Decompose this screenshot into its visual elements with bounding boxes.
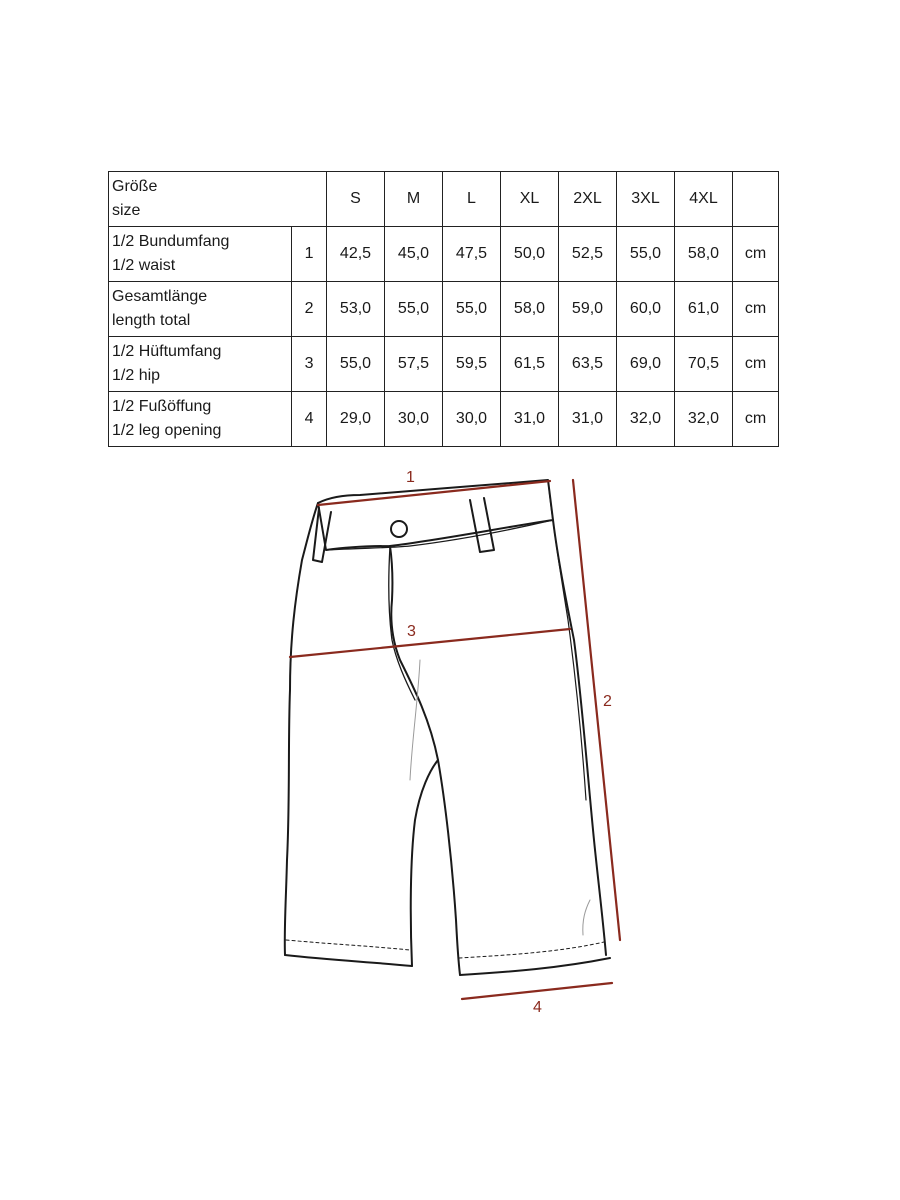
table-cell: 42,5 xyxy=(327,227,385,282)
right-outer-seam xyxy=(553,520,606,955)
table-cell: 45,0 xyxy=(385,227,443,282)
length-measure-label: 2 xyxy=(603,693,612,710)
row-number: 4 xyxy=(292,392,327,447)
fold-line xyxy=(583,900,590,935)
row-label-de: 1/2 Hüftumfang xyxy=(112,343,222,360)
table-cell: 58,0 xyxy=(675,227,733,282)
size-col-header: XL xyxy=(501,172,559,227)
table-cell: 55,0 xyxy=(617,227,675,282)
size-col-header: 4XL xyxy=(675,172,733,227)
table-cell: 55,0 xyxy=(385,282,443,337)
right-side-detail xyxy=(548,480,586,800)
left-inseam xyxy=(390,546,438,966)
row-label-de: 1/2 Bundumfang xyxy=(112,233,230,250)
unit-cell: cm xyxy=(733,282,779,337)
row-label-en: length total xyxy=(112,312,191,329)
row-label-de: 1/2 Fußöffung xyxy=(112,398,212,415)
table-cell: 52,5 xyxy=(559,227,617,282)
table-cell: 60,0 xyxy=(617,282,675,337)
table-cell: 55,0 xyxy=(443,282,501,337)
table-cell: 30,0 xyxy=(385,392,443,447)
unit-cell: cm xyxy=(733,392,779,447)
table-cell: 63,5 xyxy=(559,337,617,392)
table-cell: 55,0 xyxy=(327,337,385,392)
unit-cell: cm xyxy=(733,227,779,282)
table-cell: 69,0 xyxy=(617,337,675,392)
right-inseam xyxy=(438,760,460,975)
table-cell: 57,5 xyxy=(385,337,443,392)
waistband xyxy=(318,480,553,550)
table-cell: 53,0 xyxy=(327,282,385,337)
table-cell: 59,0 xyxy=(559,282,617,337)
size-col-header: S xyxy=(327,172,385,227)
measurement-lines xyxy=(290,480,620,999)
size-header-de: Größe xyxy=(112,178,158,195)
size-col-header: L xyxy=(443,172,501,227)
size-col-header: 3XL xyxy=(617,172,675,227)
row-number: 3 xyxy=(292,337,327,392)
table-cell: 59,5 xyxy=(443,337,501,392)
size-header-en: size xyxy=(112,202,141,219)
waist-measure-line xyxy=(318,481,550,505)
table-cell: 70,5 xyxy=(675,337,733,392)
leg-opening-measure-label: 4 xyxy=(533,999,542,1016)
row-number: 1 xyxy=(292,227,327,282)
table-cell: 32,0 xyxy=(675,392,733,447)
table-cell: 31,0 xyxy=(559,392,617,447)
table-cell: 31,0 xyxy=(501,392,559,447)
waist-button xyxy=(391,521,407,537)
table-cell: 61,0 xyxy=(675,282,733,337)
table-cell: 61,5 xyxy=(501,337,559,392)
table-cell: 32,0 xyxy=(617,392,675,447)
left-hem xyxy=(285,955,412,966)
table-cell: 29,0 xyxy=(327,392,385,447)
table-cell: 50,0 xyxy=(501,227,559,282)
row-label-de: Gesamtlänge xyxy=(112,288,208,305)
size-col-header: 2XL xyxy=(559,172,617,227)
table-cell: 47,5 xyxy=(443,227,501,282)
row-number: 2 xyxy=(292,282,327,337)
leg-opening-measure-line xyxy=(462,983,612,999)
table-cell: 30,0 xyxy=(443,392,501,447)
hip-measure-line xyxy=(290,629,570,657)
right-hem xyxy=(460,958,610,975)
belt-loop-right xyxy=(470,498,494,552)
left-outer-seam xyxy=(285,503,318,955)
size-col-header: M xyxy=(385,172,443,227)
row-label-en: 1/2 waist xyxy=(112,257,176,274)
row-label-en: 1/2 leg opening xyxy=(112,422,222,439)
belt-loop-left xyxy=(313,508,331,562)
waist-measure-label: 1 xyxy=(406,469,415,486)
table-cell: 58,0 xyxy=(501,282,559,337)
left-hem-stitch xyxy=(286,940,410,950)
right-hem-stitch xyxy=(459,942,604,958)
shorts-outline xyxy=(285,480,610,975)
fold-line xyxy=(410,660,420,780)
hip-measure-label: 3 xyxy=(407,623,416,640)
row-label-en: 1/2 hip xyxy=(112,367,161,384)
unit-cell: cm xyxy=(733,337,779,392)
